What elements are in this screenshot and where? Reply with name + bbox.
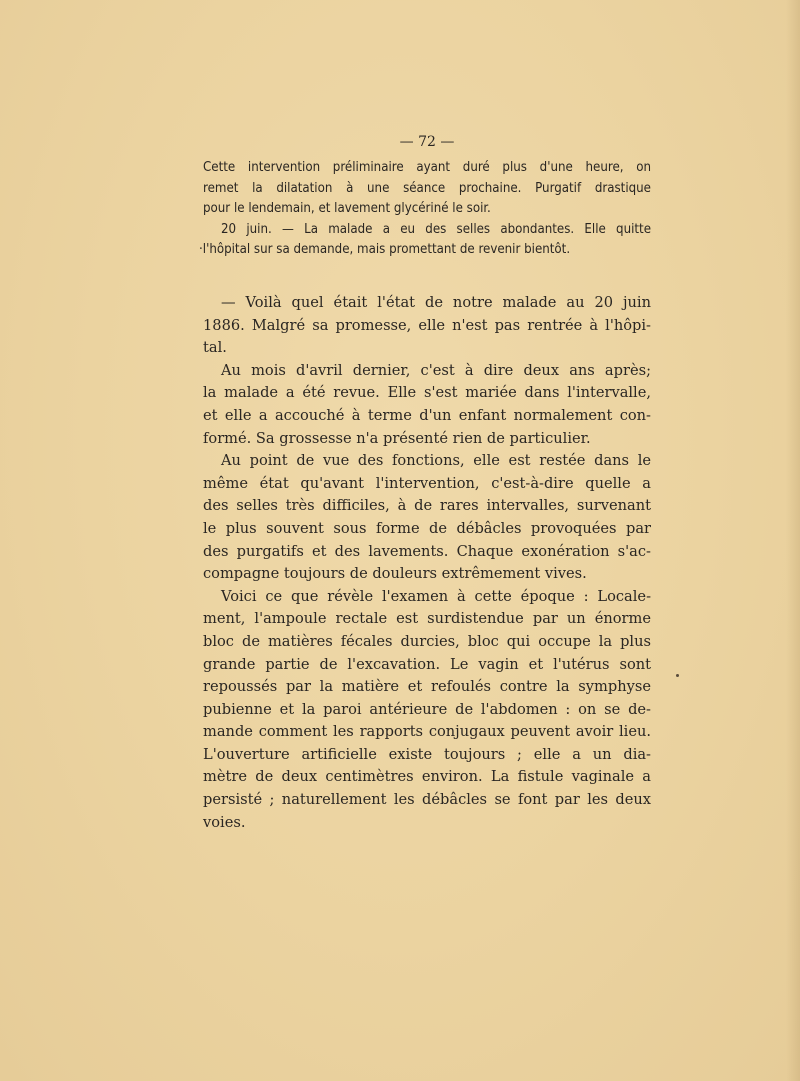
text-line: tal. bbox=[203, 339, 227, 357]
text-line: formé. Sa grossesse n'a présenté rien de particulier. bbox=[203, 429, 591, 447]
text-line: pour le lendemain, et lavement glycériné le soir. bbox=[203, 201, 491, 217]
text-line: 1886. Malgré sa promesse, elle n'est pas rentrée à l'hôpi- bbox=[203, 316, 651, 334]
text-line: des selles très difficiles, à de rares intervalles, survenant bbox=[203, 497, 651, 515]
text-line: et elle a accouché à terme d'un enfant normalement con- bbox=[203, 406, 651, 424]
text-line: ment, l'ampoule rectale est surdistendue par un énorme bbox=[203, 610, 651, 628]
text-line: mètre de deux centimètres environ. La fistule vaginale a bbox=[203, 768, 651, 786]
text-line: Voici ce que révèle l'examen à cette époque : Locale- bbox=[221, 587, 651, 605]
main-text-section bbox=[203, 292, 651, 834]
text-line: 20 juin. — La malade a eu des selles abondantes. Elle quitte bbox=[221, 221, 651, 237]
text-line: bloc de matières fécales durcies, bloc qui occupe la plus bbox=[203, 632, 651, 650]
text-line: compagne toujours de douleurs extrêmement vives. bbox=[203, 565, 587, 583]
ink-speck bbox=[676, 674, 679, 677]
text-line: des purgatifs et des lavements. Chaque exonération s'ac- bbox=[203, 542, 651, 560]
text-line: même état qu'avant l'intervention, c'est-à-dire quelle a bbox=[203, 474, 651, 492]
text-line: Au mois d'avril dernier, c'est à dire deux ans après; bbox=[221, 361, 651, 379]
text-line: voies. bbox=[203, 813, 246, 831]
text-line: persisté ; naturellement les débâcles se font par les deux bbox=[203, 791, 651, 809]
page-edge-shadow bbox=[786, 0, 800, 1081]
text-line: mande comment les rapports conjugaux peuvent avoir lieu. bbox=[203, 723, 651, 741]
text-line: remet la dilatation à une séance prochaine. Purgatif drastique bbox=[203, 180, 651, 196]
text-line: Cette intervention préliminaire ayant duré plus d'une heure, on bbox=[203, 160, 651, 175]
text-line: Au point de vue des fonctions, elle est restée dans le bbox=[221, 452, 651, 470]
text-line: — Voilà quel était l'état de notre malade au 20 juin bbox=[221, 294, 651, 311]
text-line: repoussés par la matière et refoulés contre la symphyse bbox=[203, 678, 651, 696]
small-print-section bbox=[199, 158, 651, 261]
text-line: la malade a été revue. Elle s'est mariée dans l'intervalle, bbox=[203, 384, 651, 402]
text-line: grande partie de l'excavation. Le vagin et l'utérus sont bbox=[203, 655, 651, 673]
text-line: ·l'hôpital sur sa demande, mais promettant de revenir bientôt. bbox=[199, 242, 571, 258]
text-line: pubienne et la paroi antérieure de l'abdomen : on se de- bbox=[203, 700, 651, 718]
text-line: le plus souvent sous forme de débâcles provoquées par bbox=[203, 519, 651, 537]
text-line: L'ouverture artificielle existe toujours ; elle a un dia- bbox=[203, 745, 651, 763]
page-number: — 72 — bbox=[399, 134, 455, 150]
